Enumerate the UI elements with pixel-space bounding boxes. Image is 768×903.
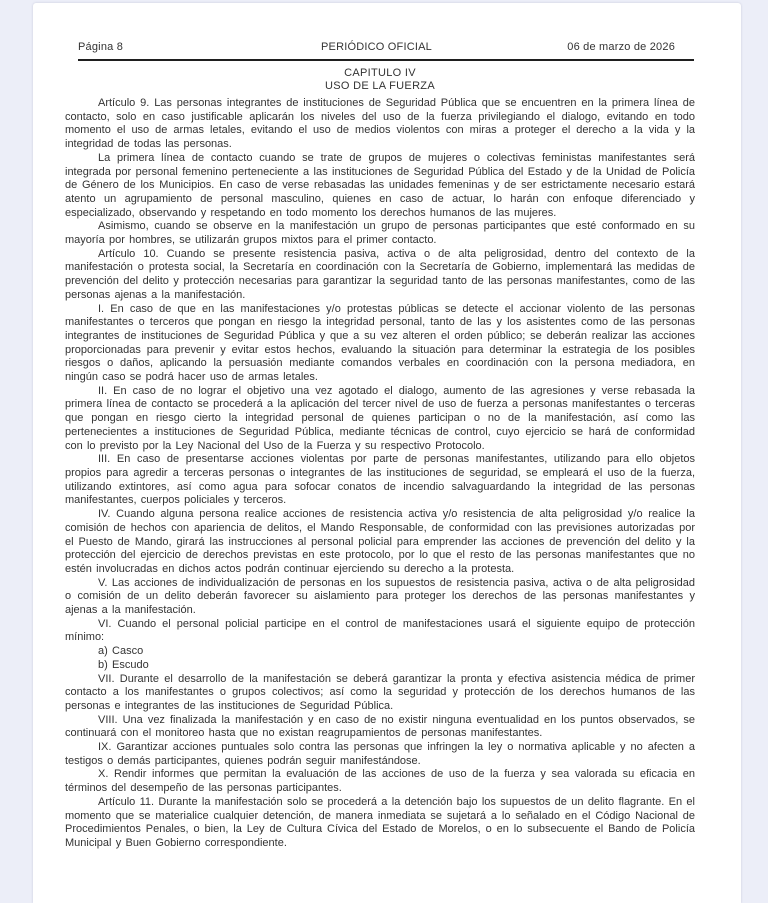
header-date: 06 de marzo de 2026 (567, 41, 676, 53)
header-page-number: Página 8 (78, 41, 124, 53)
header-publication-title: PERIÓDICO OFICIAL (321, 41, 432, 53)
header-row (78, 41, 694, 54)
paragraph: Artículo 10. Cuando se presente resistencia pasiva, activa o de alta peligrosidad, dentro del contexto de la manifestación o protesta social, la Secretaría en coordinación con la Secretaría de Gobierno, implementará las medidas de prevención del delito y protección necesarias para garantizar la seguridad tanto de las personas manifestantes, como de las personas ajenas a la manifestación. (65, 247, 695, 301)
paragraph: V. Las acciones de individualización de personas en los supuestos de resistencia pasiva, activa o de alta peligrosidad o comisión de un delito deberán favorecer su aislamiento para proteger los derechos de las personas manifestantes y ajenas a la manifestación. (65, 576, 695, 617)
paragraph: III. En caso de presentarse acciones violentas por parte de personas manifestantes, utilizando para ello objetos propios para agredir a terceras personas o integrantes de las instituciones de seguridad, se empleará el uso de la fuerza, utilizando extintores, así como agua para sofocar conatos de incendio salvaguardando la integridad de las personas manifestantes, cuerpos policiales y terceros. (65, 453, 695, 507)
document-page (33, 3, 741, 903)
paragraph: VII. Durante el desarrollo de la manifestación se deberá garantizar la pronta y efectiva asistencia médica de primer contacto a los manifestantes o grupos colectivos; así como la seguridad y protección de los derechos humanos de las personas e integrantes de las instituciones de Seguridad Pública. (65, 672, 695, 712)
paragraph: b) Escudo (98, 658, 149, 671)
paragraph: IV. Cuando alguna persona realice acciones de resistencia activa y/o resistencia de alta peligrosidad y/o realice la comisión de hechos con apariencia de delitos, el Mando Responsable, de conformidad con las previsiones autorizadas por el Puesto de Mando, girará las instrucciones al personal policial para emprender las acciones de prevención del delito y la protección del ejercicio de derechos previstas en este protocolo, por lo que el resto de las personas manifestantes que no estén involucradas en dichos actos podrán continuar ejerciendo su derecho a la protesta. (65, 508, 695, 575)
paragraph: I. En caso de que en las manifestaciones y/o protestas públicas se detecte el accionar violento de las personas manifestantes o terceros que pongan en riesgo la integridad personal, tanto de las y los asistentes como de las personas integrantes de instituciones de Seguridad Pública y que a su vez alteren el orden público; se deberán realizar las acciones proporcionadas para prevenir y evitar estos hechos, evaluando la situación para determinar la estrategia de los posibles riesgos o daños, aplicando la persuasión mediante comandos verbales en coordinación con la persona mediadora, en ningún caso se podrá hacer uso de armas letales. (65, 302, 695, 384)
paragraph: Artículo 9. Las personas integrantes de instituciones de Seguridad Pública que se encuentren en la primera línea de contacto, solo en caso justificable aplicarán los niveles del uso de la fuerza privilegiando el dialogo, evitando en todo momento el uso de armas letales, evitando el uso de medios violentos con miras a proteger el derecho a la vida y la integridad de todas las personas. (65, 97, 695, 151)
page-header (78, 41, 694, 61)
paragraph: a) Casco (98, 645, 144, 658)
paragraph: La primera línea de contacto cuando se trate de grupos de mujeres o colectivas feministas manifestantes será integrada por personal femenino perteneciente a las instituciones de Seguridad Pública del Estado y de la Unidad de Policía de Género de los Municipios. En caso de verse rebasadas las unidades femeninas y de ser estrictamente necesario estará atento un agrupamiento de personal masculino, quienes en caso de actuar, lo harán con enfoque diferenciado y especializado, observando y respetando en todo momento los derechos humanos de las mujeres. (65, 151, 695, 219)
paragraph: VIII. Una vez finalizada la manifestación y en caso de no existir ninguna eventualidad en los puntos observados, se continuará con el monitoreo hasta que no existan reagrupamientos de personas manifestantes. (65, 713, 695, 740)
paragraph: Asimismo, cuando se observe en la manifestación un grupo de personas participantes que esté conformado en su mayoría por hombres, se utilizarán grupos mixtos para el primer contacto. (65, 220, 695, 247)
paragraph: X. Rendir informes que permitan la evaluación de las acciones de uso de la fuerza y sea valorada su eficacia en términos del desempeño de las personas participantes. (65, 768, 695, 795)
chapter-heading: CAPITULO IV (344, 67, 416, 79)
document-body (65, 97, 695, 851)
paragraph: IX. Garantizar acciones puntuales solo contra las personas que infringen la ley o normativa aplicable y no afecten a testigos o demás participantes, quienes podrán seguir manifestándose. (65, 741, 695, 767)
paragraph: Artículo 11. Durante la manifestación solo se procederá a la detención bajo los supuestos de un delito flagrante. En el momento que se materialice cualquier detención, de manera inmediata se sujetará a lo señalado en el Código Nacional de Procedimientos Penales, o bien, la Ley de Cultura Cívica del Estado de Morelos, o en lo subsecuente el Bando de Policía Municipal y Buen Gobierno correspondiente. (65, 795, 695, 849)
chapter-subject-heading: USO DE LA FUERZA (325, 80, 435, 92)
paragraph: VI. Cuando el personal policial participe en el control de manifestaciones usará el siguiente equipo de protección mínimo: (65, 617, 695, 644)
paragraph: II. En caso de no lograr el objetivo una vez agotado el dialogo, aumento de las agresiones y verse rebasada la primera línea de contacto se procederá a la aplicación del tercer nivel de uso de fuerza a personas manifestantes o terceras que pongan en riesgo cierto la integridad personal de quienes participan o no de la manifestación, así como las pertenecientes a instituciones de Seguridad Pública, mediante técnicas de control, cuyo ejercicio se hará de conformidad con lo previsto por la Ley Nacional del Uso de la Fuerza y su respectivo Protocolo. (65, 384, 695, 452)
header-rule (78, 59, 694, 61)
